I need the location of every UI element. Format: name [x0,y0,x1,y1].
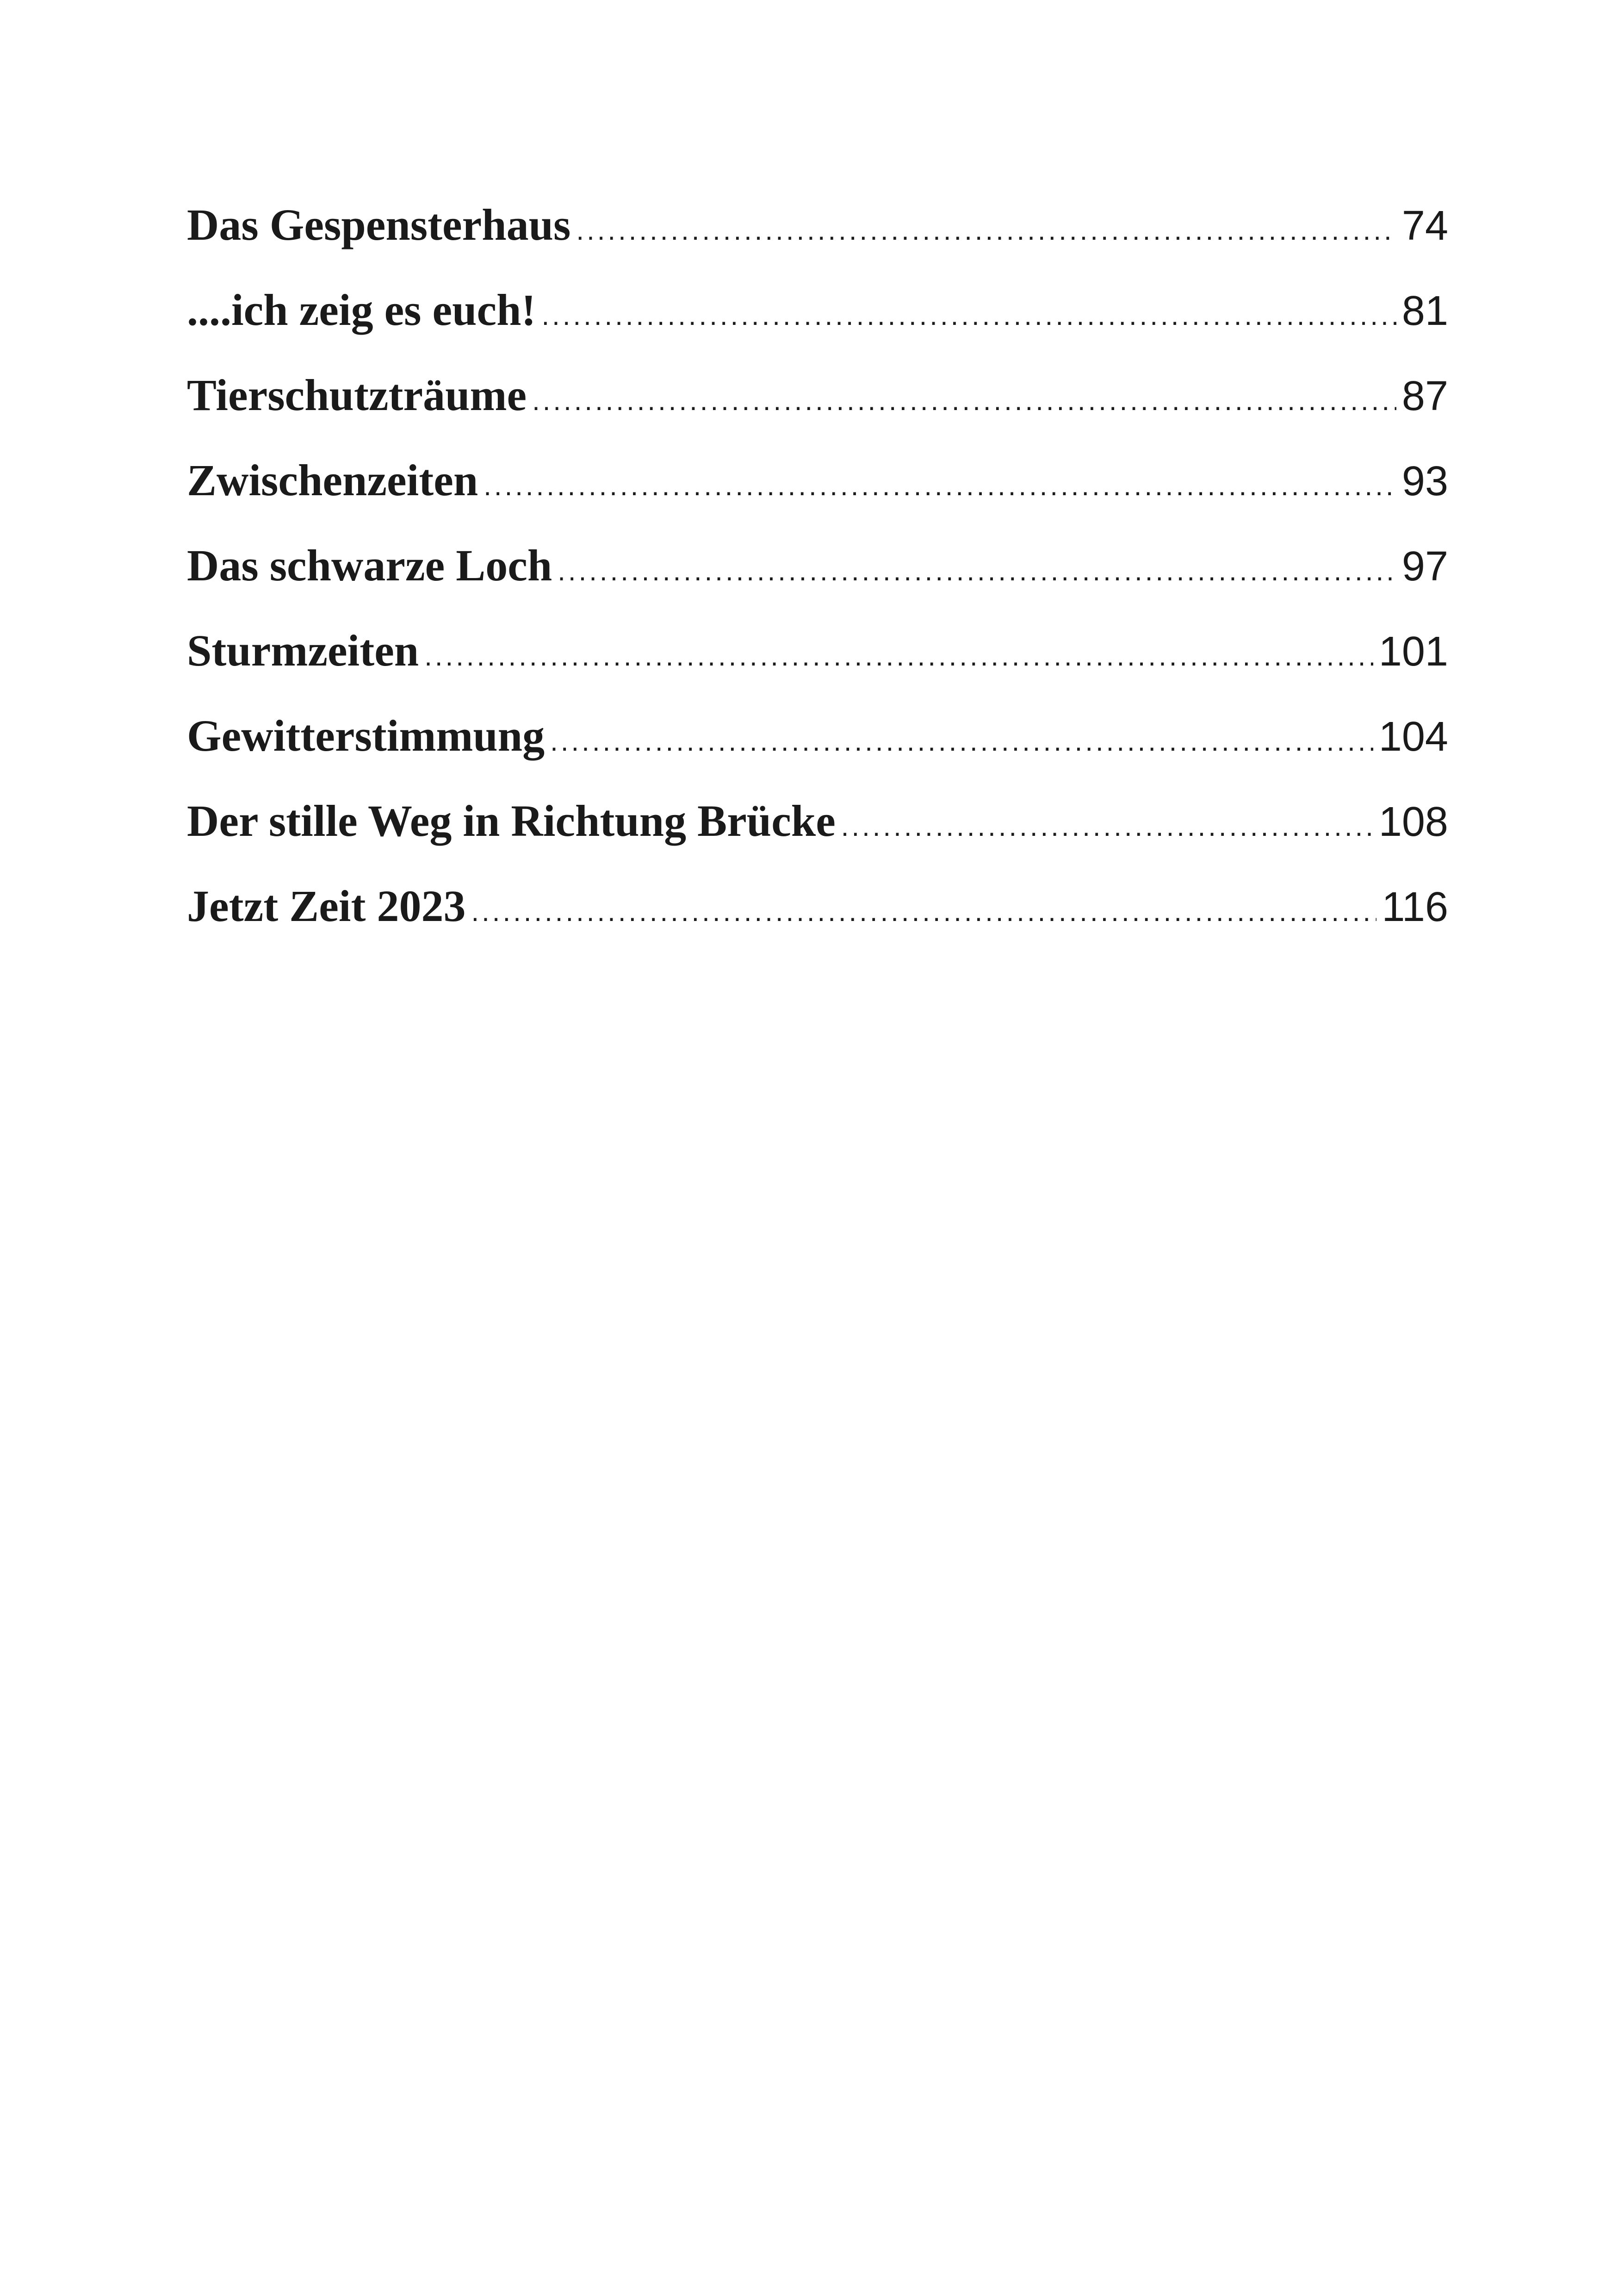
toc-entry[interactable] [187,880,1448,965]
toc-entry-title: Tierschutzträume [187,370,527,420]
toc-entry-title: Jetzt Zeit 2023 [187,881,466,931]
toc-entry-page-number: 81 [1401,288,1448,334]
toc-entry[interactable] [187,625,1448,710]
toc-dot-leader [841,810,1373,842]
toc-entry[interactable] [187,199,1448,284]
toc-entry-title: Zwischenzeiten [187,455,478,505]
toc-entry[interactable] [187,369,1448,454]
toc-entry-page-number: 101 [1378,628,1448,675]
toc-entry-page-number: 116 [1382,884,1448,930]
toc-entry-title: Gewitterstimmung [187,711,545,760]
toc-entry-page-number: 108 [1378,799,1448,845]
table-of-contents [187,199,1448,965]
toc-entry-page-number: 74 [1401,203,1448,249]
toc-entry-title: ....ich zeig es euch! [187,285,536,335]
toc-entry[interactable] [187,795,1448,880]
toc-dot-leader [424,640,1373,672]
toc-dot-leader [532,385,1396,417]
toc-dot-leader [471,896,1376,927]
toc-entry-title: Der stille Weg in Richtung Brücke [187,796,836,846]
toc-entry-title: Das Gespensterhaus [187,200,571,249]
toc-dot-leader [558,555,1396,587]
toc-entry-title: Das schwarze Loch [187,541,552,590]
toc-dot-leader [576,214,1396,246]
toc-dot-leader [484,470,1396,502]
toc-entry-page-number: 97 [1401,543,1448,590]
toc-entry-page-number: 93 [1401,458,1448,504]
toc-dot-leader [550,725,1373,757]
toc-entry[interactable] [187,454,1448,540]
toc-dot-leader [542,299,1396,331]
toc-entry[interactable] [187,540,1448,625]
toc-entry-page-number: 87 [1401,373,1448,419]
toc-entry[interactable] [187,710,1448,795]
toc-entry[interactable] [187,284,1448,369]
toc-entry-page-number: 104 [1378,714,1448,760]
toc-entry-title: Sturmzeiten [187,626,419,675]
